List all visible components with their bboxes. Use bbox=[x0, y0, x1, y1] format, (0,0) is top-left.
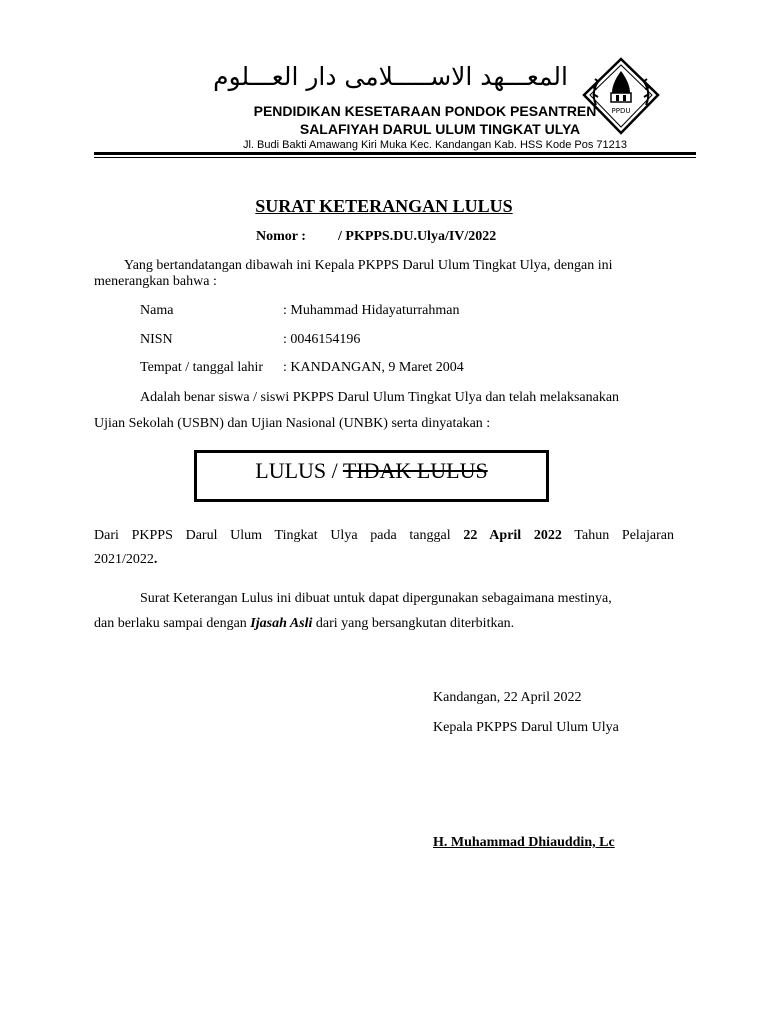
arabic-institution-name: المعـــهد الاســـــلامى دار العـــلوم bbox=[213, 62, 568, 91]
header-line-2: SALAFIYAH DARUL ULUM TINGKAT ULYA bbox=[299, 121, 581, 137]
field-label-nisn: NISN bbox=[140, 332, 173, 347]
header-address: Jl. Budi Bakti Amawang Kiri Muka Kec. Kandangan Kab. HSS Kode Pos 71213 bbox=[242, 139, 627, 151]
letter-number bbox=[256, 229, 496, 245]
purpose-line-2 bbox=[94, 616, 514, 632]
letter-title: SURAT KETERANGAN LULUS bbox=[255, 196, 513, 216]
emblem-text: PPDU bbox=[611, 107, 631, 115]
academic-year-period: . bbox=[153, 552, 158, 567]
date-statement-suffix: Tahun Pelajaran bbox=[561, 528, 675, 543]
school-emblem-icon bbox=[580, 55, 662, 137]
letter-number-label: Nomor : bbox=[256, 229, 306, 244]
letter-number-value: / PKPPS.DU.Ulya/IV/2022 bbox=[338, 229, 497, 244]
field-label-birth: Tempat / tanggal lahir bbox=[140, 360, 264, 375]
signer-name: H. Muhammad Dhiauddin, Lc bbox=[433, 835, 615, 850]
statement-line-2: Ujian Sekolah (USBN) dan Ujian Nasional (UNBK) serta dinyatakan : bbox=[94, 416, 491, 431]
signature-position: Kepala PKPPS Darul Ulum Ulya bbox=[433, 720, 619, 735]
header-divider-thick bbox=[94, 152, 696, 155]
date-statement-text: Dari PKPPS Darul Ulum Tingkat Ulya pada tanggal bbox=[94, 528, 464, 543]
intro-line-2: menerangkan bahwa : bbox=[94, 274, 217, 289]
header-line-1: PENDIDIKAN KESETARAAN PONDOK PESANTREN bbox=[253, 103, 597, 119]
original-certificate-term: Ijasah Asli bbox=[250, 616, 313, 631]
graduation-date: 22 April 2022 bbox=[463, 528, 562, 543]
status-fail-struck: TIDAK LULUS bbox=[342, 458, 488, 483]
field-value-birth: : KANDANGAN, 9 Maret 2004 bbox=[283, 360, 464, 375]
intro-line-1: Yang bertandatangan dibawah ini Kepala PKPPS Darul Ulum Tingkat Ulya, dengan ini bbox=[124, 258, 613, 273]
purpose-text: dan berlaku sampai dengan bbox=[94, 616, 251, 631]
date-statement-line-1 bbox=[94, 528, 674, 544]
purpose-line-1: Surat Keterangan Lulus ini dibuat untuk dapat dipergunakan sebagaimana mestinya, bbox=[140, 591, 612, 606]
statement-line-1: Adalah benar siswa / siswi PKPPS Darul Ulum Tingkat Ulya dan telah melaksanakan bbox=[140, 390, 620, 405]
field-value-nisn: : 0046154196 bbox=[283, 332, 361, 347]
field-value-nama: : Muhammad Hidayaturrahman bbox=[283, 303, 460, 318]
field-label-nama: Nama bbox=[140, 303, 174, 318]
date-statement-line-2 bbox=[94, 552, 157, 568]
status-pass: LULUS / bbox=[255, 458, 343, 483]
graduation-status bbox=[197, 458, 546, 484]
academic-year: 2021/2022 bbox=[94, 552, 154, 567]
header-divider-thin bbox=[94, 157, 696, 158]
signature-place-date: Kandangan, 22 April 2022 bbox=[433, 690, 582, 705]
graduation-status-box bbox=[194, 450, 549, 502]
purpose-suffix: dari yang bersangkutan diterbitkan. bbox=[312, 616, 515, 631]
